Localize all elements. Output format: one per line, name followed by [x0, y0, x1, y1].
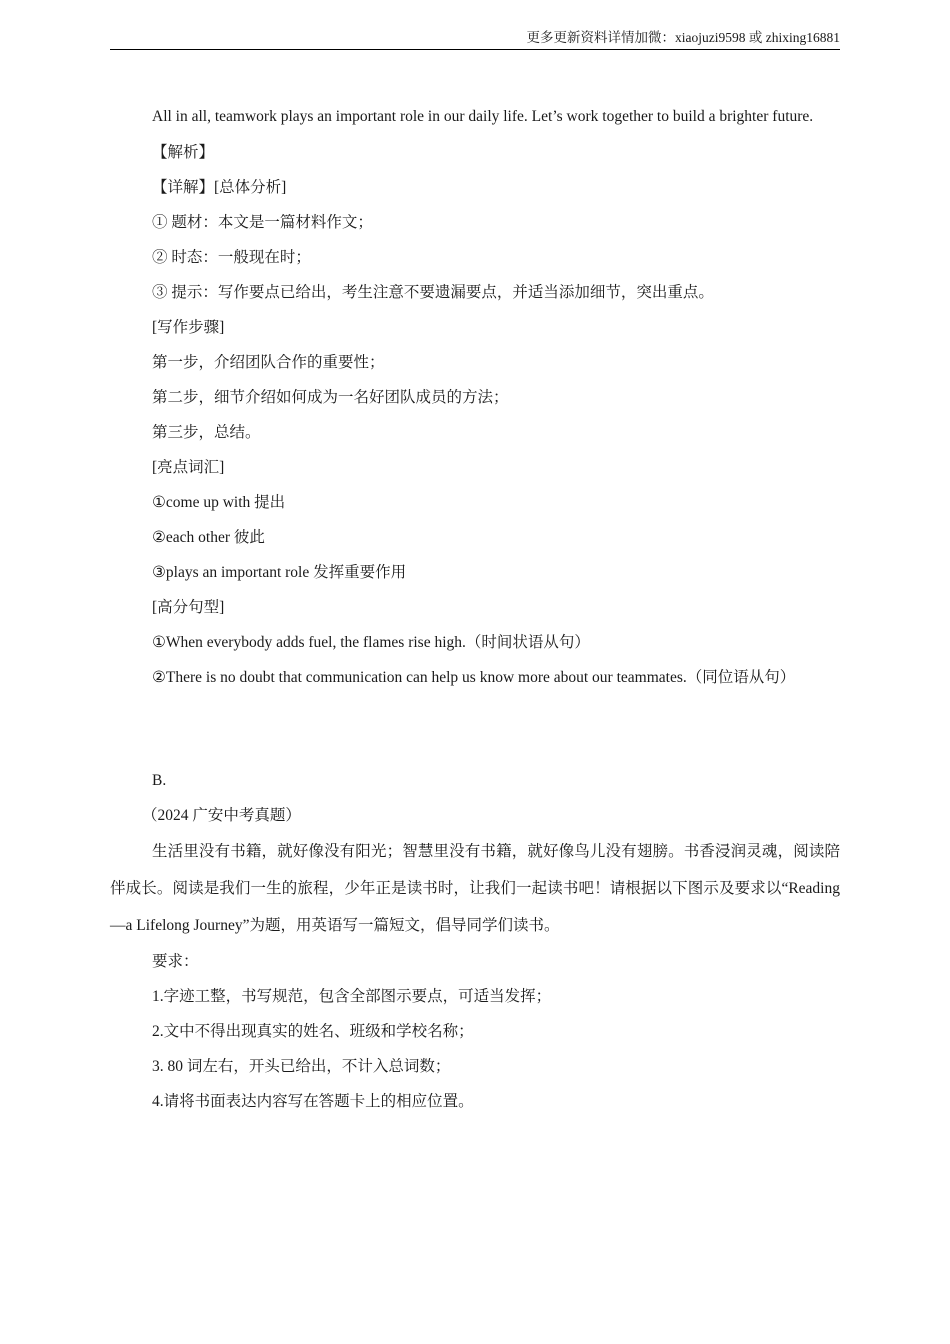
overview-item: ① 题材：本文是一篇材料作文； [152, 214, 373, 231]
document-body [110, 98, 840, 1119]
section-spacer [110, 696, 840, 763]
requirements-heading: 要求： [152, 953, 199, 970]
sentence-item: ②There is no doubt that communication can help us know more about our teammates.（同位语从句） [152, 669, 796, 686]
section-b-source: （2024 广安中考真题） [142, 807, 301, 824]
vocab-item: ③plays an important role 发挥重要作用 [152, 564, 407, 581]
step-item: 第二步，细节介绍如何成为一名好团队成员的方法； [152, 389, 509, 406]
requirement-item: 4.请将书面表达内容写在答题卡上的相应位置。 [152, 1093, 474, 1110]
vocab-item: ②each other 彼此 [152, 529, 265, 546]
page-header: 更多更新资料详情加微：xiaojuzi9598 或 zhixing16881 [110, 26, 840, 50]
sentences-heading: [高分句型] [152, 599, 225, 616]
requirement-item: 3. 80 词左右，开头已给出，不计入总词数； [152, 1058, 451, 1075]
section-b-prompt: 生活里没有书籍，就好像没有阳光；智慧里没有书籍，就好像鸟儿没有翅膀。书香浸润灵魂，阅读陪伴成长。阅读是我们一生的旅程，少年正是读书时，让我们一起读书吧！请根据以下图示及要求以“Reading—a Lifelong Journey”为题，用英语写一篇短文，倡导同学们读书。 [110, 843, 840, 934]
requirement-item: 1.字迹工整，书写规范，包含全部图示要点，可适当发挥； [152, 988, 552, 1005]
step-item: 第三步，总结。 [152, 424, 261, 441]
vocab-heading: [亮点词汇] [152, 459, 225, 476]
overview-item: ③ 提示：写作要点已给出，考生注意不要遗漏要点，并适当添加细节，突出重点。 [152, 284, 714, 301]
detail-heading: 【详解】[总体分析] [152, 179, 287, 196]
vocab-item: ①come up with 提出 [152, 494, 286, 511]
essay-conclusion: All in all, teamwork plays an important role in our daily life. Let’s work together to build a brighter future. [152, 108, 814, 125]
overview-item: ② 时态：一般现在时； [152, 249, 311, 266]
sentence-item: ①When everybody adds fuel, the flames rise high.（时间状语从句） [152, 634, 590, 651]
analysis-heading: 【解析】 [152, 144, 215, 161]
steps-heading: [写作步骤] [152, 319, 225, 336]
step-item: 第一步，介绍团队合作的重要性； [152, 354, 385, 371]
requirement-item: 2.文中不得出现真实的姓名、班级和学校名称； [152, 1023, 474, 1040]
section-b-label: B. [152, 772, 167, 789]
